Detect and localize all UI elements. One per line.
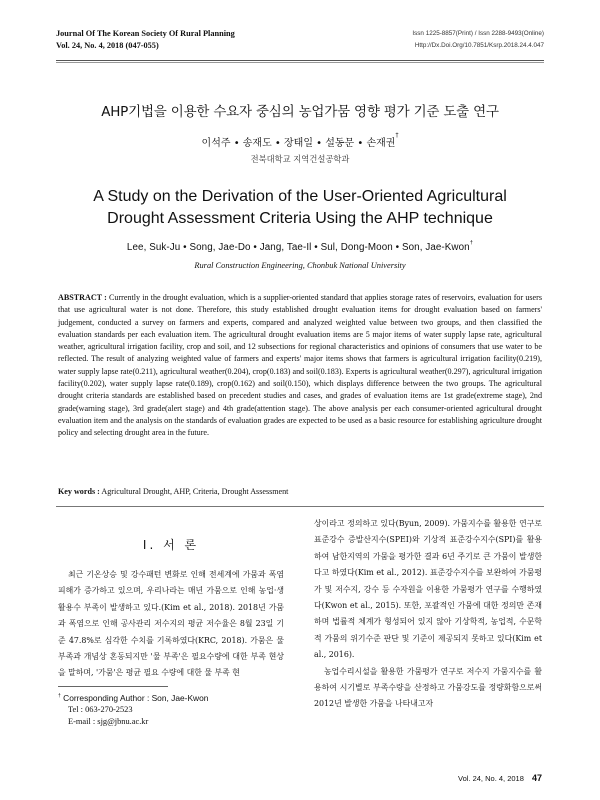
footnote-rule (58, 686, 168, 687)
left-column (58, 516, 284, 682)
keywords (58, 487, 542, 496)
keywords-text: Agricultural Drought, AHP, Criteria, Drought Assessment (101, 487, 289, 496)
authors-english (40, 242, 560, 253)
title-english-line1: A Study on the Derivation of the User-Oriented Agricultural (93, 188, 507, 205)
corresponding-mark-ko: † (395, 132, 399, 139)
affiliation-english: Rural Construction Engineering, Chonbuk National University (194, 261, 406, 270)
page-number: 47 (531, 773, 542, 783)
issn-text: Issn 1225-8857(Print) / Issn 2288-9493(Online) (412, 30, 544, 37)
journal-header-left (56, 28, 235, 52)
title-english (40, 186, 560, 230)
authors-korean-names: 이석주 • 송재도 • 장태일 • 설동문 • 손재권 (201, 138, 396, 149)
corresponding-author (58, 692, 208, 704)
intro-paragraph-left: 최근 기온상승 및 강수패턴 변화로 인해 전세계에 가뭄과 폭염 피해가 증가하고 있으며, 우리나라는 매년 가뭄으로 인해 농업·생활용수 부족이 발생하고 있다.(Kim et al., 2018). 2018년 가뭄과 폭염으로 인해 공사관리 저수지의 평균 저수율은 8월 23일 기준 47.8%로 심각한 수치를 기록하였다(KRC, 2018). 가뭄은 물 부족과 개념상 혼동되지만 '물 부족'은 필요수량에 대한 부족 현상을 말하며, '가뭄'은 평균 필요 수량에 대한 물 부족 현 (58, 570, 284, 678)
keywords-label: Key words : (58, 487, 100, 496)
abstract-text: Currently in the drought evaluation, which is a supplier-oriented standard that applies storage rates of reservoirs, evaluation for users that use agricultural water is not done. Therefore, this study established drought evaluation items for drought evaluation based on farmers' judgement, conducted a survey on farmers and experts, compared and analyzed weighted value between two groups, and then classified the evaluation standards per each evaluation item. The agricultural drought evaluation items are 5 major items of water supply lapse rate, agricultural weather, agricultural irrigation facility, crop and soil, and 12 subsections for regional characteristics and opinions of consumers that use water to be reflected. The result of analyzing weighted value of farmers and experts' major items shows that farmers is agricultural irrigation facility(0.219), water supply lapse rate(0.211), agricultural weather(0.204), crop(0.183) and soil(0.183). Experts is agricultural weather(0.297), agricultural irrigation facility(0.202), water supply lapse rate(0.189), crop(0.162) and soil(0.150), which displays difference between the two groups. The agricultural drought criteria standards are established based on precedent studies and cases, and grades of evaluation items are 1st grade(extreme stage), 2nd grade(warning stage), 3rd grade(alert stage) and 4th grade(attention stage). The above analysis per each consumer-oriented agricultural drought evaluation item and the analysis on the standards of evaluation grades are expected to be used as a basic resource for establishing agriculture drought policy and selecting drought area in the future. (58, 293, 542, 438)
header-rule-thin (56, 62, 544, 63)
corresponding-author-text: Corresponding Author : Son, Jae-Kwon (63, 693, 209, 703)
title-english-line2: Drought Assessment Criteria Using the AHP technique (107, 210, 493, 227)
footnote-tel: Tel : 063-270-2523 (68, 705, 133, 714)
title-korean: AHP기법을 이용한 수요자 중심의 농업가뭄 영향 평가 기준 도출 연구 (101, 104, 499, 120)
footnote-email[interactable]: E-mail : sjg@jbnu.ac.kr (68, 717, 149, 726)
journal-name: Journal Of The Korean Society Of Rural Planning (56, 29, 235, 38)
keywords-rule (56, 506, 544, 507)
footnote-mark: † (58, 693, 61, 699)
intro-paragraph-right-1: 상이라고 정의하고 있다(Byun, 2009). 가뭄지수를 활용한 연구로 표준강수 증발산지수(SPEI)와 기상적 표준강수지수(SPI)를 활용하여 남한지역의 가뭄을 평가한 결과 6년 주기로 큰 가뭄이 발생한다고 하였다(Kim et al., 2012). 표준강수지수를 보완하여 가뭄평가 및 저수지, 강수 등 수자원을 이용한 가뭄평가 연구를 수행하였다(Kwon et al., 2015). 또한, 포괄적인 가뭄에 대한 정의만 존재하며 법률적 체계가 형성되어 있지 않아 기상학적, 농업적, 수문학적 가뭄의 위기수준 판단 및 기준이 제공되지 못하고 있다(Kim et al., 2016). (314, 519, 542, 660)
doi-link[interactable]: Http://Dx.Doi.Org/10.7851/Ksrp.2018.24.4.047 (414, 42, 544, 49)
page-footer (458, 773, 542, 783)
header-rule (56, 60, 544, 61)
right-column (314, 516, 542, 713)
affiliation-korean: 전북대학교 지역건설공학과 (250, 154, 350, 164)
abstract (58, 292, 542, 440)
intro-paragraph-right-2: 농업수리시설을 활용한 가뭄평가 연구로 저수지 가뭄지수를 활용하여 시기별로 부족수량을 산정하고 가뭄강도를 정량화함으로써 2012년 발생한 가뭄을 나타내고자 (314, 666, 542, 709)
corresponding-mark-en: † (469, 240, 474, 246)
footer-issue: Vol. 24, No. 4, 2018 (458, 774, 524, 783)
authors-english-names: Lee, Suk-Ju • Song, Jae-Do • Jang, Tae-Il • Sul, Dong-Moon • Son, Jae-Kwon (126, 242, 470, 253)
section-heading-introduction: I. 서 론 (142, 538, 200, 552)
authors-korean (40, 134, 560, 149)
abstract-label: ABSTRACT : (58, 293, 107, 302)
footnote (58, 692, 208, 728)
journal-volume: Vol. 24, No. 4, 2018 (047-055) (56, 41, 159, 50)
journal-header-right (412, 28, 544, 52)
